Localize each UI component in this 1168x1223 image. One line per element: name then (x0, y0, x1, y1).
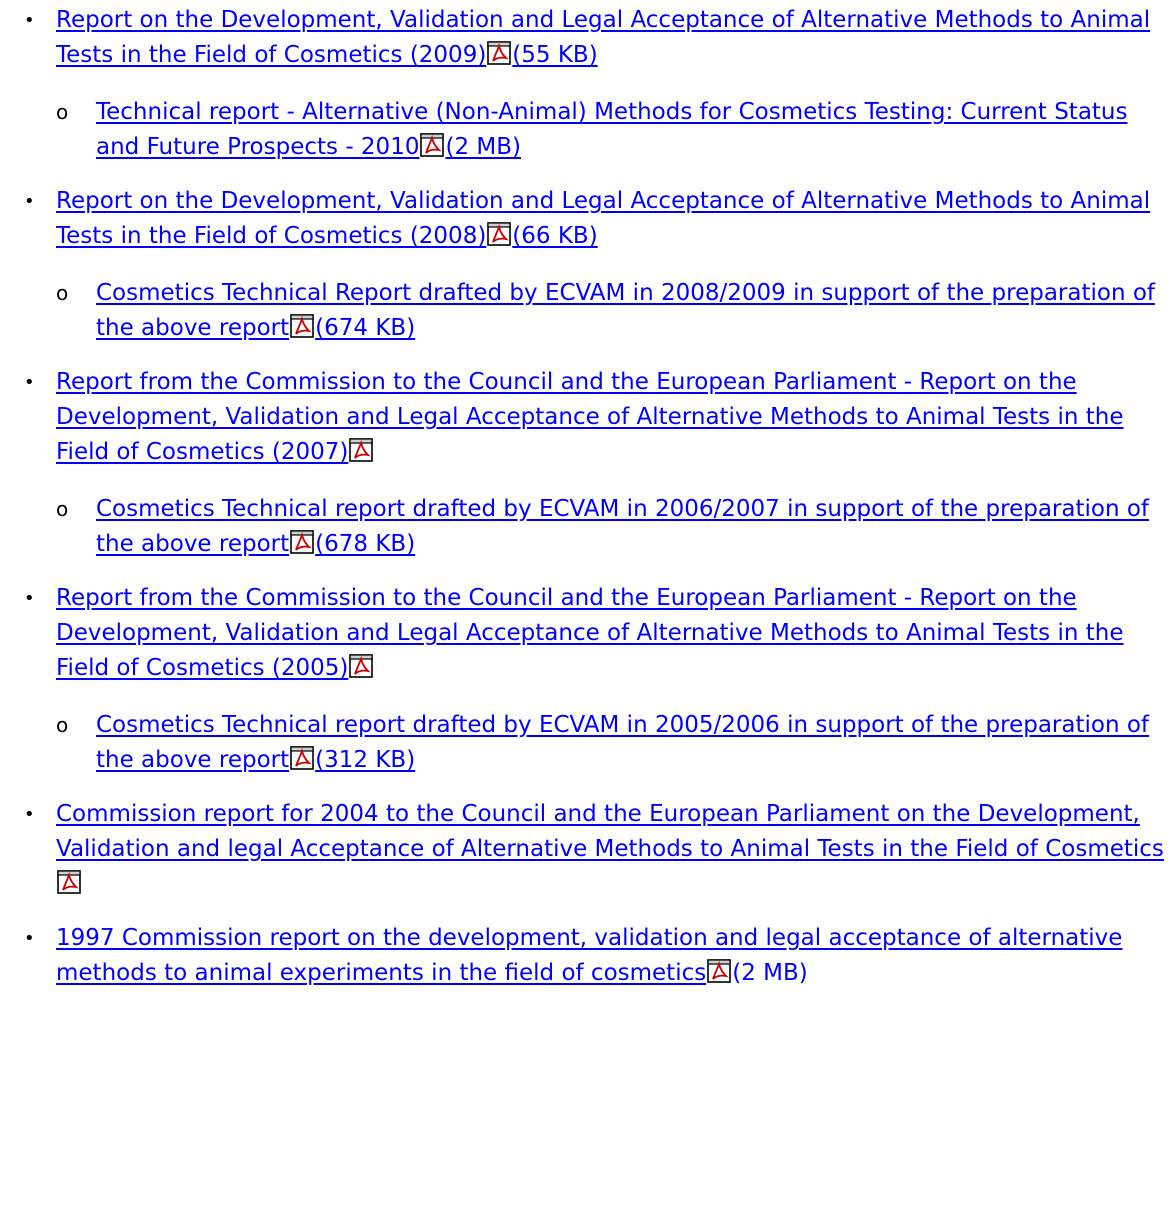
pdf-icon[interactable] (420, 133, 444, 157)
file-size[interactable]: (66 KB) (512, 223, 598, 249)
pdf-icon[interactable] (487, 41, 511, 65)
list-item (0, 581, 1168, 778)
technical-report-link-2008-2009[interactable]: Cosmetics Technical Report drafted by ECVAM in 2008/2009 in support of the preparation of the above report (96, 280, 1155, 341)
file-size[interactable]: (674 KB) (315, 315, 416, 341)
pdf-icon[interactable] (487, 222, 511, 246)
sub-list-item (0, 95, 1168, 165)
report-link-2008[interactable]: Report on the Development, Validation and Legal Acceptance of Alternative Methods to Animal Tests in the Field of Cosmetics (2008) (56, 188, 1151, 249)
pdf-icon[interactable] (290, 746, 314, 770)
list-item (0, 797, 1168, 902)
file-size: (2 MB) (732, 960, 808, 986)
pdf-icon[interactable] (707, 959, 731, 983)
sub-list (56, 492, 1168, 562)
report-link-2009[interactable]: Report on the Development, Validation and Legal Acceptance of Alternative Methods to Animal Tests in the Field of Cosmetics (2009) (56, 7, 1151, 68)
file-size[interactable]: (312 KB) (315, 747, 416, 773)
pdf-icon[interactable] (290, 530, 314, 554)
list-item (0, 921, 1168, 991)
technical-report-link-2006-2007[interactable]: Cosmetics Technical report drafted by ECVAM in 2006/2007 in support of the preparation of the above report (96, 496, 1150, 557)
report-link-2004[interactable]: Commission report for 2004 to the Council and the European Parliament on the Development, Validation and legal Acceptance of Alternative Methods to Animal Tests in the Field of Cosmetics (56, 801, 1164, 862)
list-item (0, 184, 1168, 346)
technical-report-link-2010[interactable]: Technical report - Alternative (Non-Animal) Methods for Cosmetics Testing: Current Status and Future Prospects - 2010 (96, 99, 1128, 160)
file-size[interactable]: (2 MB) (445, 134, 521, 160)
pdf-icon[interactable] (290, 314, 314, 338)
pdf-icon[interactable] (349, 438, 373, 462)
report-link-2005[interactable]: Report from the Commission to the Council and the European Parliament - Report on the Development, Validation and Legal Acceptance of Alternative Methods to Animal Tests in the Field of Cosmetics (2005) (56, 585, 1124, 681)
sub-list-item (0, 708, 1168, 778)
pdf-icon[interactable] (349, 654, 373, 678)
sub-list (56, 276, 1168, 346)
file-size[interactable]: (678 KB) (315, 531, 416, 557)
sub-list-item (0, 276, 1168, 346)
pdf-icon[interactable] (57, 870, 81, 894)
sub-list-item (0, 492, 1168, 562)
sub-list (56, 95, 1168, 165)
list-item (0, 365, 1168, 562)
file-size[interactable]: (55 KB) (512, 42, 598, 68)
technical-report-link-2005-2006[interactable]: Cosmetics Technical report drafted by ECVAM in 2005/2006 in support of the preparation of the above report (96, 712, 1150, 773)
sub-list (56, 708, 1168, 778)
report-link-1997[interactable]: 1997 Commission report on the development, validation and legal acceptance of alternative methods to animal experiments in the field of cosmetics (56, 925, 1123, 986)
report-link-2007[interactable]: Report from the Commission to the Council and the European Parliament - Report on the Development, Validation and Legal Acceptance of Alternative Methods to Animal Tests in the Field of Cosmetics (2007) (56, 369, 1124, 465)
list-item (0, 3, 1168, 165)
